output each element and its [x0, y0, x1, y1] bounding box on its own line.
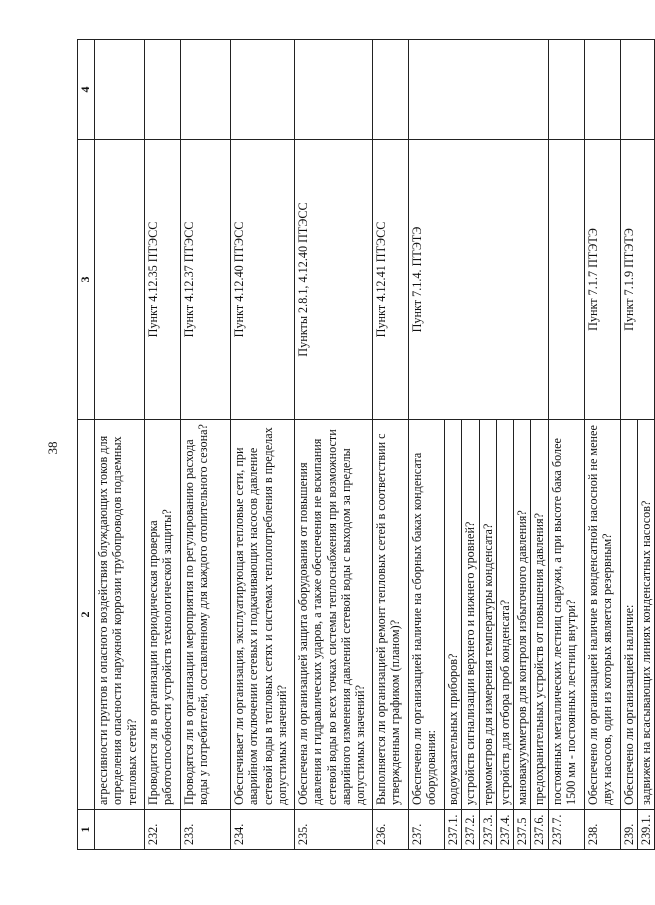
row-question: Обеспечивает ли организация, эксплуатирующая тепловые сети, при аварийном отключении сетевых и подкачивающих насосов давление сетевой воды в тепловых сетях и системах теплопотребления в пределах допустимых значений?	[231, 420, 295, 810]
row-note	[548, 40, 584, 140]
row-reference: Пункт 4.12.41 ПТЭСС	[373, 140, 409, 420]
table-row	[409, 40, 445, 850]
header-col-4: 4	[78, 40, 95, 140]
row-note	[409, 40, 549, 140]
table-row	[373, 40, 409, 850]
row-reference	[548, 140, 584, 420]
row-reference: Пункты 2.8.1, 4.12.40 ПТЭСС	[295, 140, 373, 420]
row-question: водоуказательных приборов?	[445, 420, 462, 810]
table-row	[295, 40, 373, 850]
row-question: предохранительных устройств от повышения давления?	[531, 420, 548, 810]
row-question: агрессивности грунтов и опасного воздействия блуждающих токов для определения опасности наружной коррозии трубопроводов подземных тепловых сетей?	[95, 420, 145, 810]
row-number: 234.	[231, 810, 295, 850]
table-row	[584, 40, 620, 850]
row-number: 237.3.	[479, 810, 496, 850]
row-number: 239.1.	[637, 810, 654, 850]
row-number: 237.5	[514, 810, 531, 850]
row-question: задвижек на всасывающих линиях конденсатных насосов?	[637, 420, 654, 810]
row-number: 232.	[145, 810, 181, 850]
row-note	[181, 40, 231, 140]
row-question: термометров для измерения температуры конденсата?	[479, 420, 496, 810]
table-row	[548, 40, 584, 850]
row-number: 238.	[584, 810, 620, 850]
row-question: Проводится ли в организации периодическая проверка работоспособности устройств технологической защиты?	[145, 420, 181, 810]
row-question: устройств для отбора проб конденсата?	[496, 420, 513, 810]
row-question: Обеспечена ли организацией защита оборудования от повышения давления и гидравлических ударов, а также обеспечения не вскипания сетевой воды во всех точках системы теплоснабжения при возможности аварийного изменения давлений сетевой воды с выходом за пределы допустимых значений?	[295, 420, 373, 810]
table-row	[231, 40, 295, 850]
row-reference: Пункт 7.1.9 ПТЭТЭ	[620, 140, 655, 420]
row-question: постоянных металлических лестниц снаружи, а при высоте бака более 1500 мм - постоянных лестниц внутри?	[548, 420, 584, 810]
page-number: 38	[45, 441, 60, 455]
row-question: Обеспечено ли организацией наличие на сборных баках конденсата оборудования:	[409, 420, 445, 810]
table-row	[95, 40, 145, 850]
row-reference	[95, 140, 145, 420]
row-reference: Пункт 7.1.4. ПТЭТЭ	[409, 140, 549, 420]
header-col-1: 1	[78, 810, 95, 850]
row-number: 237.4.	[496, 810, 513, 850]
header-row	[78, 40, 95, 850]
row-number: 233.	[181, 810, 231, 850]
row-note	[584, 40, 620, 140]
row-number: 237.	[409, 810, 445, 850]
header-col-2: 2	[78, 420, 95, 810]
row-number: 235.	[295, 810, 373, 850]
row-note	[373, 40, 409, 140]
header-col-3: 3	[78, 140, 95, 420]
row-number: 237.1.	[445, 810, 462, 850]
row-number: 239.	[620, 810, 637, 850]
row-note	[145, 40, 181, 140]
row-note	[620, 40, 655, 140]
table-row	[145, 40, 181, 850]
row-number: 236.	[373, 810, 409, 850]
row-number	[95, 810, 145, 850]
row-note	[95, 40, 145, 140]
row-reference: Пункт 7.1.7 ПТЭТЭ	[584, 140, 620, 420]
row-reference: Пункт 4.12.40 ПТЭСС	[231, 140, 295, 420]
table-row	[181, 40, 231, 850]
row-note	[231, 40, 295, 140]
row-question: Выполняется ли организацией ремонт тепловых сетей в соответствии с утвержденным графиком (планом)?	[373, 420, 409, 810]
row-reference: Пункт 4.12.35 ПТЭСС	[145, 140, 181, 420]
row-question: Обеспечено ли организацией наличие:	[620, 420, 637, 810]
table-row	[620, 40, 637, 850]
checklist-table	[77, 39, 655, 850]
row-question: мановакуумметров для контроля избыточного давления?	[514, 420, 531, 810]
row-question: Проводятся ли в организации мероприятия по регулированию расхода воды у потребителей, составленному для каждого отопительного сезона?	[181, 420, 231, 810]
row-reference: Пункт 4.12.37 ПТЭСС	[181, 140, 231, 420]
row-number: 237.7.	[548, 810, 584, 850]
row-number: 237.6.	[531, 810, 548, 850]
row-number: 237.2.	[462, 810, 479, 850]
row-question: устройств сигнализации верхнего и нижнего уровней?	[462, 420, 479, 810]
row-note	[295, 40, 373, 140]
row-question: Обеспечено ли организацией наличие в конденсатной насосной не менее двух насосов, один из которых является резервным?	[584, 420, 620, 810]
rotated-table-sheet	[77, 40, 653, 850]
